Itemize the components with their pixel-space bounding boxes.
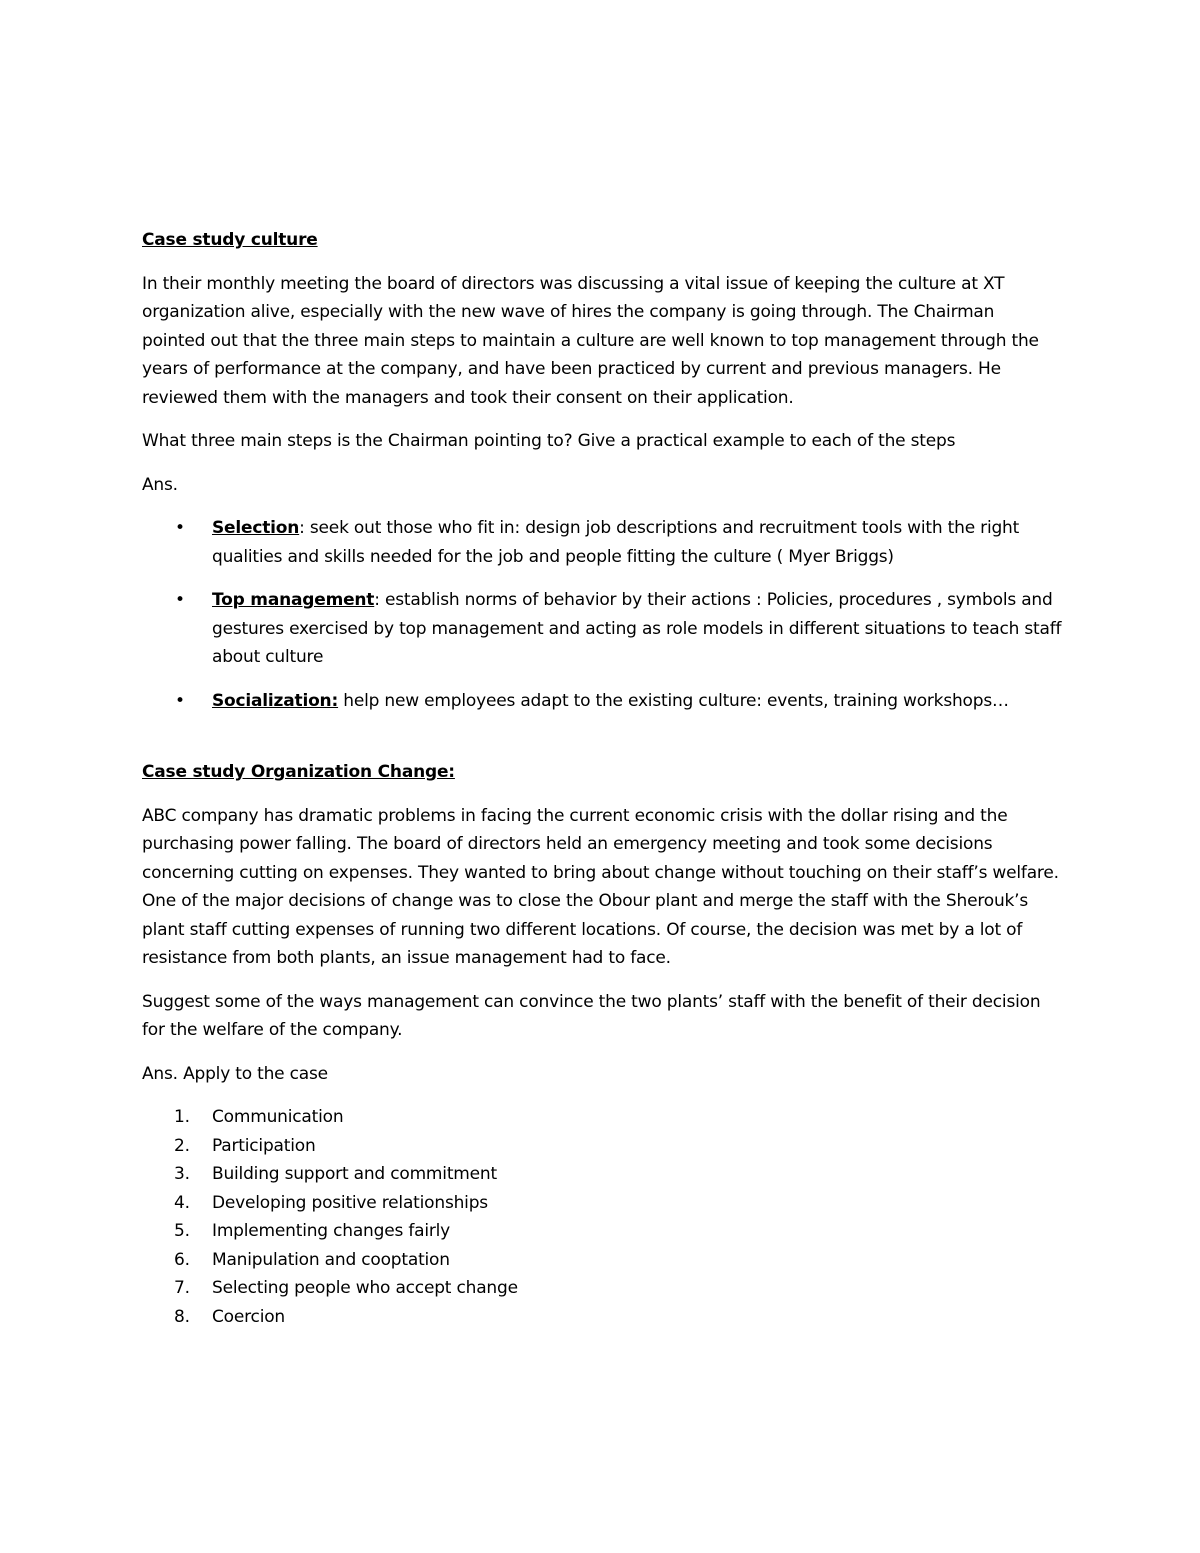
list-number: 5.: [174, 1221, 190, 1241]
list-item: [142, 1103, 1062, 1132]
step-description: seek out those who fit in: design job descriptions and recruitment tools with the right qualities and skills needed for the job and people fitting the culture ( Myer Briggs): [212, 518, 1020, 567]
case-study-change-answer-label: Ans. Apply to the case: [142, 1063, 328, 1084]
case-study-change-paragraph: ABC company has dramatic problems in facing the current economic crisis with the dollar rising and the purchasing power falling. The board of directors held an emergency meeting and took some decisions concerning cutting on expenses. They wanted to bring about change without touching on their staff’s welfare. One of the major decisions of change was to close the Obour plant and merge the staff with the Sherouk’s plant staff cutting expenses of running two different locations. Of course, the decision was met by a lot of resistance from both plants, an issue management had to face.: [142, 805, 1059, 968]
list-number: 8.: [174, 1306, 190, 1327]
list-number: 3.: [174, 1164, 190, 1184]
list-item-text: Communication: [212, 1107, 344, 1127]
list-item: [142, 1303, 1062, 1332]
bullet-icon: •: [175, 590, 185, 610]
step-term: Top management: [212, 590, 375, 610]
step-term: Selection: [212, 518, 300, 538]
list-number: 4.: [174, 1192, 190, 1213]
list-item: [142, 1246, 1062, 1275]
case-study-change-question: Suggest some of the ways management can convince the two plants’ staff with the benefit of their decision for the welfare of the company.: [142, 991, 1041, 1040]
change-methods-list: [142, 1103, 1062, 1331]
list-number: 6.: [174, 1249, 190, 1270]
step-term-suffix: :: [374, 590, 380, 610]
case-study-culture-question: What three main steps is the Chairman pointing to? Give a practical example to each of the steps: [142, 431, 956, 451]
list-item: [142, 514, 1062, 571]
list-item-text: Coercion: [212, 1306, 285, 1327]
bullet-icon: •: [175, 518, 185, 538]
list-item-text: Participation: [212, 1135, 316, 1156]
step-term: Socialization:: [212, 690, 339, 711]
list-item-text: Developing positive relationships: [212, 1192, 488, 1213]
list-item-text: Implementing changes fairly: [212, 1221, 451, 1241]
list-number: 7.: [174, 1278, 190, 1298]
list-number: 1.: [174, 1107, 190, 1127]
case-study-change-heading: Case study Organization Change:: [142, 762, 455, 782]
list-item-text: Building support and commitment: [212, 1164, 497, 1184]
case-study-culture-answer-label: Ans.: [142, 474, 178, 495]
list-item: [142, 1160, 1062, 1189]
list-item: [142, 1274, 1062, 1303]
list-item: [142, 687, 1062, 716]
culture-steps-list: [142, 514, 1062, 715]
list-item: [142, 586, 1062, 672]
document-page: [142, 226, 1062, 1331]
list-item: [142, 1132, 1062, 1161]
case-study-culture-heading: Case study culture: [142, 230, 318, 250]
list-item-text: Selecting people who accept change: [212, 1278, 518, 1298]
list-item-text: Manipulation and cooptation: [212, 1249, 450, 1270]
step-term-suffix: :: [299, 518, 305, 538]
case-study-culture-paragraph: In their monthly meeting the board of directors was discussing a vital issue of keeping the culture at XT organization alive, especially with the new wave of hires the company is going through. The Chairman pointed out that the three main steps to maintain a culture are well known to top management through the years of performance at the company, and have been practiced by current and previous managers. He reviewed them with the managers and took their consent on their application.: [142, 273, 1039, 408]
list-item: [142, 1217, 1062, 1246]
step-description: help new employees adapt to the existing culture: events, training workshops…: [338, 690, 1009, 711]
list-item: [142, 1189, 1062, 1218]
step-description: establish norms of behavior by their actions : Policies, procedures , symbols and gestures exercised by top management and acting as role models in different situations to teach staff about culture: [212, 590, 1062, 667]
list-number: 2.: [174, 1135, 190, 1156]
bullet-icon: •: [175, 690, 185, 711]
